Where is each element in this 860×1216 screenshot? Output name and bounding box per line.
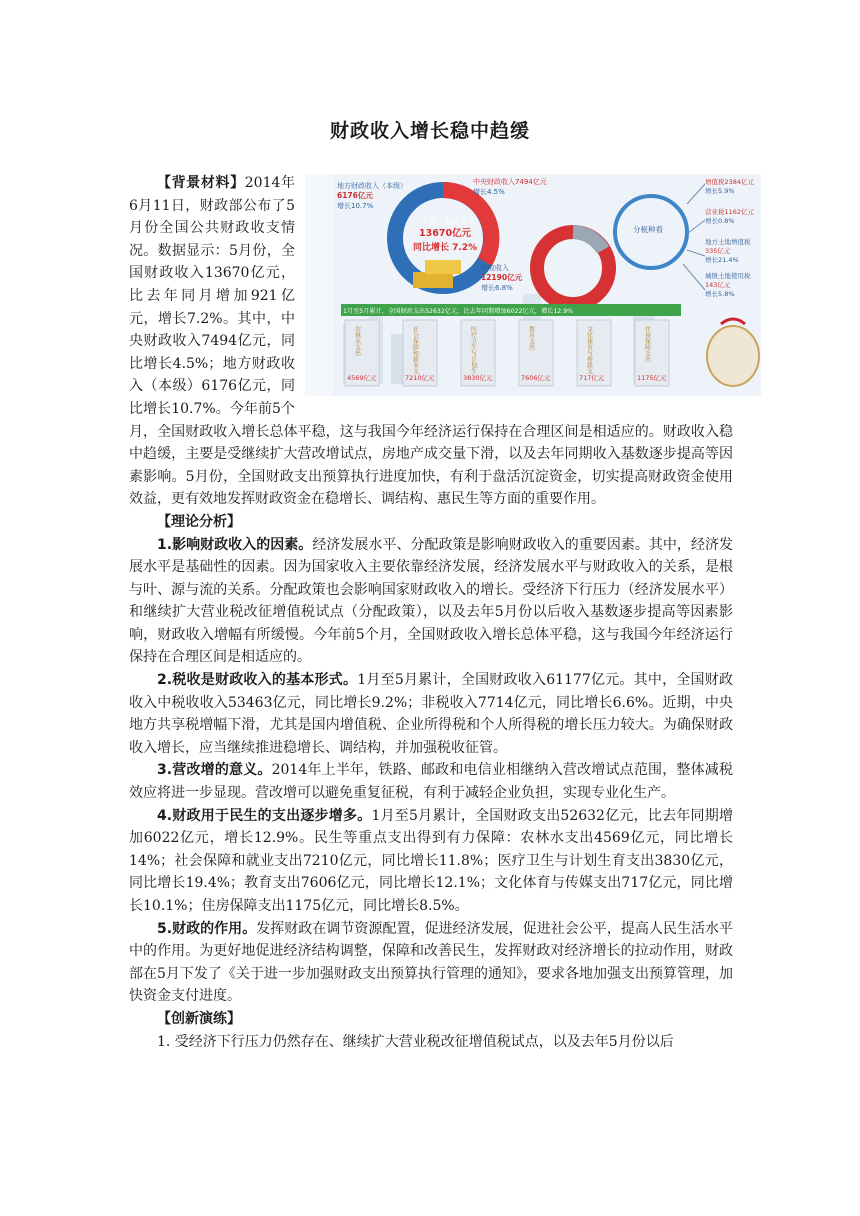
fig-bar-value-5: 717亿元 — [579, 374, 605, 382]
fig-tax-value: 12190亿元 — [481, 273, 523, 282]
fig-bar-value-3: 3830亿元 — [463, 374, 493, 382]
theory-item-1-text: 经济发展水平、分配政策是影响财政收入的重要因素。其中，经济发展水平是基础性的因素。因为国家收入主要依靠经济发展，经济发展水平与财政收入的关系，是根与叶、源与流的关系。分配政策也会影响国家财政收入的增长。受经济下行压力（经济发展水平）和继续扩大营业税改征增值税试点（分配政策），以及去年5月份以后收入基数逐步提高等因素影响，财政收入增幅有所缓慢。今年前5个月，全国财政收入增长总体平稳，这与我国今年经济运行保持在合理区间是相适应的。 — [129, 536, 734, 666]
theory-item-4 — [129, 805, 733, 918]
fig-land-vat: 地方土地增值税 — [705, 238, 751, 246]
fig-local-growth: 增长10.7% — [337, 202, 374, 210]
fig-tax-growth: 增长6.8% — [481, 284, 513, 292]
fig-central-label: 中央财政收入7494亿元 — [473, 178, 547, 186]
fig-bar-label-1: 农林水支出 — [353, 326, 361, 356]
fig-urban-land: 城镇土地使用税 — [705, 272, 751, 280]
background-text: 2014年6月11日，财政部公布了5月份全国公共财政收支情况。数据显示：5月份，全国财政收入13670亿元，比去年同月增加921亿元，增长7.2%。其中，中央财政收入7494亿元，同比增长4.5%；地方财政收入（本级）6176亿元，同比增长10.7%。今年前5个月，全国财政收入增长总体平稳，这与我国今年经济运行保持在合理区间是相适应的。财政收入稳中趋缓，主要是受继续扩大营改增试点，房地产成交量下滑，以及去年同期收入基数逐步提高等因素影响。5月份，全国财政支出预算执行进度加快，有利于盘活沉淀资金，切实提高财政资金使用效益，更有效地发挥财政资金在稳增长、调结构、惠民生等方面的重要作用。 — [129, 175, 733, 508]
fig-fenshui: 分税种看 — [633, 225, 663, 234]
theory-item-3-text: 2014年上半年，铁路、邮政和电信业相继纳入营改增试点范围，整体减税效应将进一步显现。营改增可以避免重复征税，有利于减轻企业负担，实现专业化生产。 — [129, 762, 733, 802]
fig-bar-label-5: 文化体育与传媒支 — [585, 326, 593, 374]
fig-land-vat-value: 335亿元 — [705, 247, 731, 255]
theory-item-2-head: 2.税收是财政收入的基本形式。 — [157, 672, 358, 689]
fig-bar-label-2: 社会保障和就业支 — [411, 326, 419, 374]
fig-biz: 营业税1162亿元 — [705, 208, 755, 216]
practice-item-1: 1. 受经济下行压力仍然存在、继续扩大营业税改征增值税试点，以及去年5月份以后 — [157, 1033, 674, 1050]
theory-item-5-head: 5.财政的作用。 — [157, 920, 257, 937]
theory-item-4-head: 4.财政用于民生的支出逐步增多。 — [157, 807, 372, 824]
fig-land-vat-growth: 增长21.4% — [705, 256, 739, 264]
fig-bar-value-2: 7210亿元 — [405, 374, 435, 382]
theory-item-1 — [129, 534, 733, 670]
theory-item-4-text: 1月至5月累计，全国财政支出52632亿元，比去年同期增加6022亿元，增长12.9%。民生等重点支出得到有力保障：农林水支出4569亿元，同比增长14%；社会保障和就业支出7210亿元，同比增长11.8%；医疗卫生与计划生育支出3830亿元，同比增长19.4%；教育支出7606亿元，同比增长12.1%；文化体育与传媒支出717亿元，同比增长10.1%；住房保障支出1175亿元，同比增长8.5%。 — [129, 807, 733, 914]
theory-item-3 — [129, 759, 733, 804]
infographic-svg — [333, 174, 761, 396]
fig-center-title: 5月，财政收入 — [423, 217, 477, 226]
fig-bar-label-6: 住房保障支出 — [643, 326, 651, 362]
fig-central-growth: 增长4.5% — [473, 188, 505, 196]
theory-label: 【理论分析】 — [157, 513, 241, 530]
fig-local-label: 地方财政收入（本级） — [337, 182, 407, 190]
article-body — [129, 172, 755, 1053]
background-paragraph — [129, 172, 755, 511]
fig-banner: 1月至5月累计，全国财政支出52632亿元，比去年同期增加6022亿元，增长12.9% — [343, 308, 574, 315]
fig-urban-land-growth: 增长5.8% — [705, 290, 735, 298]
theory-item-2 — [129, 669, 733, 759]
theory-item-3-head: 3.营改增的意义。 — [157, 762, 272, 779]
theory-item-2-text: 1月至5月累计，全国财政收入61177亿元。其中，全国财政收入中税收收入53463亿元，同比增长9.2%；非税收入7714亿元，同比增长6.6%。近期，中央地方共享税增幅下滑，尤其是国内增值税、企业所得税和个人所得税的增长压力较大。为确保财政收入增长，应当继续推进稳增长、调结构，并加强税收征管。 — [129, 672, 734, 756]
practice-label: 【创新演练】 — [157, 1010, 241, 1027]
theory-item-5-text: 发挥财政在调节资源配置，促进经济发展，促进社会公平，提高人民生活水平中的作用。为更好地促进经济结构调整，保障和改善民生，发挥财政对经济增长的拉动作用，财政部在5月下发了《关于进一步加强财政支出预算执行管理的通知》，要求各地加强支出预算管理，加快资金支付进度。 — [129, 920, 734, 1005]
infographic-figure — [305, 174, 755, 396]
fig-tax-label: 税收收入 — [481, 264, 509, 272]
fig-bar-label-3: 医疗卫生与计划生 — [469, 326, 477, 374]
fig-biz-growth: 增长0.8% — [705, 217, 735, 225]
background-label: 【背景材料】 — [157, 175, 245, 191]
fig-bar-value-6: 1175亿元 — [637, 374, 667, 382]
fig-bar-value-1: 4569亿元 — [347, 374, 377, 382]
fig-center-value: 13670亿元 — [419, 228, 472, 239]
fig-urban-land-value: 143亿元 — [705, 281, 731, 289]
fig-bar-value-4: 7606亿元 — [521, 374, 551, 382]
theory-item-1-head: 1.影响财政收入的因素。 — [157, 536, 313, 553]
fig-center-growth: 同比增长 7.2% — [413, 243, 478, 253]
fig-vat-growth: 增长5.9% — [705, 187, 735, 195]
fig-bar-label-4: 教育支出 — [527, 326, 535, 350]
fig-local-value: 6176亿元 — [337, 191, 373, 200]
page-title: 财政收入增长稳中趋缓 — [329, 120, 530, 142]
theory-item-5 — [129, 918, 733, 1008]
fig-vat: 增值税2384亿元 — [705, 178, 755, 186]
